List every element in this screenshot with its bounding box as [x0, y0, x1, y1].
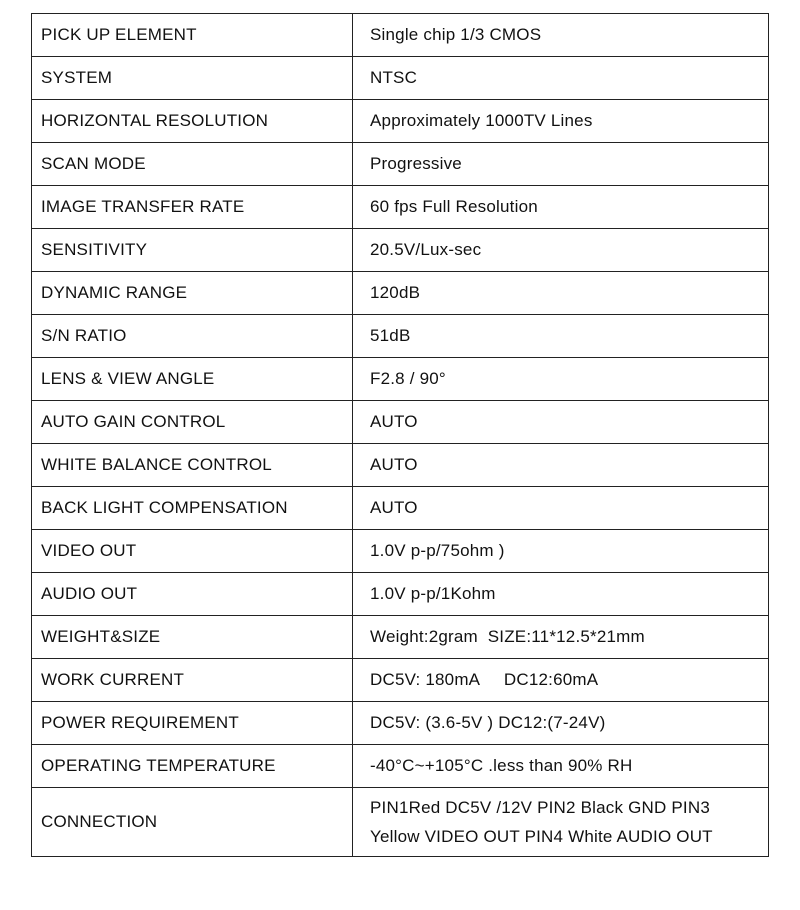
spec-label: SENSITIVITY	[32, 229, 353, 272]
spec-value: 60 fps Full Resolution	[353, 186, 769, 229]
spec-label: AUDIO OUT	[32, 573, 353, 616]
spec-row-auto-gain-control	[32, 401, 769, 444]
spec-value: AUTO	[353, 401, 769, 444]
spec-label: HORIZONTAL RESOLUTION	[32, 100, 353, 143]
spec-value: Approximately 1000TV Lines	[353, 100, 769, 143]
spec-value: Single chip 1/3 CMOS	[353, 14, 769, 57]
spec-label: WEIGHT&SIZE	[32, 616, 353, 659]
spec-value: 51dB	[353, 315, 769, 358]
spec-label: VIDEO OUT	[32, 530, 353, 573]
spec-row-white-balance-control	[32, 444, 769, 487]
spec-row-scan-mode	[32, 143, 769, 186]
spec-value: Progressive	[353, 143, 769, 186]
spec-value: 1.0V p-p/75ohm )	[353, 530, 769, 573]
spec-label: AUTO GAIN CONTROL	[32, 401, 353, 444]
spec-label: BACK LIGHT COMPENSATION	[32, 487, 353, 530]
spec-value: 1.0V p-p/1Kohm	[353, 573, 769, 616]
spec-label: OPERATING TEMPERATURE	[32, 745, 353, 788]
spec-row-back-light-compensation	[32, 487, 769, 530]
spec-value: DC5V: 180mA DC12:60mA	[353, 659, 769, 702]
spec-value: 120dB	[353, 272, 769, 315]
spec-row-pick-up-element	[32, 14, 769, 57]
spec-row-operating-temperature	[32, 745, 769, 788]
spec-row-image-transfer-rate	[32, 186, 769, 229]
spec-value: AUTO	[353, 487, 769, 530]
spec-row-work-current	[32, 659, 769, 702]
spec-value: NTSC	[353, 57, 769, 100]
spec-value: 20.5V/Lux-sec	[353, 229, 769, 272]
spec-row-power-requirement	[32, 702, 769, 745]
spec-value: Weight:2gram SIZE:11*12.5*21mm	[353, 616, 769, 659]
spec-label: WHITE BALANCE CONTROL	[32, 444, 353, 487]
spec-row-system	[32, 57, 769, 100]
spec-table	[31, 13, 769, 857]
spec-label: CONNECTION	[32, 788, 353, 857]
spec-label: POWER REQUIREMENT	[32, 702, 353, 745]
spec-row-lens-view-angle	[32, 358, 769, 401]
spec-label: PICK UP ELEMENT	[32, 14, 353, 57]
spec-value: PIN1Red DC5V /12V PIN2 Black GND PIN3 Yellow VIDEO OUT PIN4 White AUDIO OUT	[353, 788, 769, 857]
spec-label: WORK CURRENT	[32, 659, 353, 702]
spec-row-weight-size	[32, 616, 769, 659]
spec-row-dynamic-range	[32, 272, 769, 315]
spec-value: -40°C~+105°C .less than 90% RH	[353, 745, 769, 788]
spec-row-video-out	[32, 530, 769, 573]
spec-value: AUTO	[353, 444, 769, 487]
spec-label: S/N RATIO	[32, 315, 353, 358]
spec-label: LENS & VIEW ANGLE	[32, 358, 353, 401]
spec-label: SCAN MODE	[32, 143, 353, 186]
spec-label: SYSTEM	[32, 57, 353, 100]
spec-label: IMAGE TRANSFER RATE	[32, 186, 353, 229]
spec-row-sensitivity	[32, 229, 769, 272]
spec-label: DYNAMIC RANGE	[32, 272, 353, 315]
spec-row-sn-ratio	[32, 315, 769, 358]
spec-value: DC5V: (3.6-5V ) DC12:(7-24V)	[353, 702, 769, 745]
spec-value: F2.8 / 90°	[353, 358, 769, 401]
spec-row-audio-out	[32, 573, 769, 616]
spec-row-horizontal-resolution	[32, 100, 769, 143]
spec-row-connection	[32, 788, 769, 857]
